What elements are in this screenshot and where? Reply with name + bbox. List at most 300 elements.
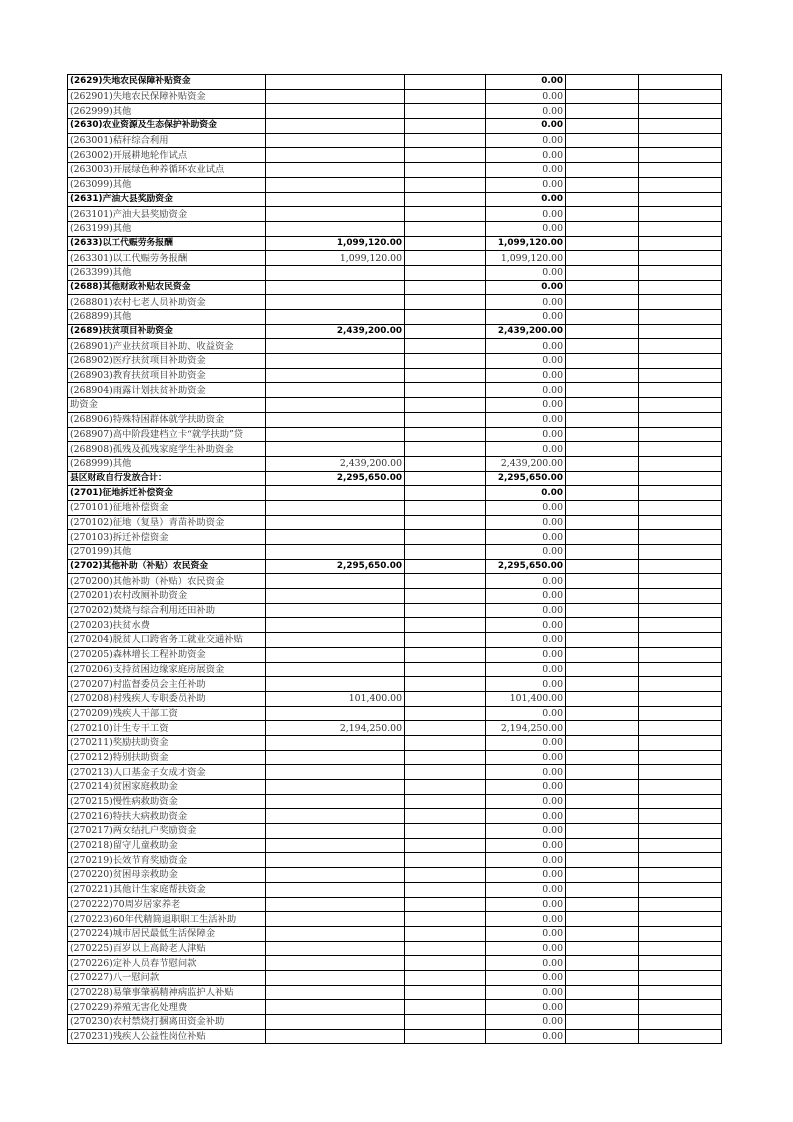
empty-cell xyxy=(566,339,639,354)
table-row xyxy=(68,765,722,780)
empty-cell xyxy=(639,398,722,413)
empty-cell xyxy=(405,824,486,839)
category-row xyxy=(68,559,722,574)
total-cell: 0.00 xyxy=(486,368,566,383)
item-name-cell: (268902)医疗扶贫项目补助资金 xyxy=(68,354,266,369)
empty-cell xyxy=(639,574,722,589)
total-cell: 0.00 xyxy=(486,677,566,692)
empty-cell xyxy=(566,133,639,148)
amount-cell xyxy=(266,104,405,119)
empty-cell xyxy=(566,647,639,662)
empty-cell xyxy=(639,486,722,501)
empty-cell xyxy=(405,1000,486,1015)
item-name-cell: (270209)残疾人干部工资 xyxy=(68,706,266,721)
item-name-cell: (268903)教育扶贫项目补助资金 xyxy=(68,368,266,383)
table-row xyxy=(68,824,722,839)
amount-cell xyxy=(266,412,405,427)
empty-cell xyxy=(639,589,722,604)
item-name-cell: (268908)孤残及孤残家庭学生补助资金 xyxy=(68,442,266,457)
empty-cell xyxy=(566,912,639,927)
table-row xyxy=(68,530,722,545)
amount-cell: 1,099,120.00 xyxy=(266,236,405,251)
empty-cell xyxy=(639,897,722,912)
empty-cell xyxy=(639,838,722,853)
total-cell: 1,099,120.00 xyxy=(486,251,566,266)
empty-cell xyxy=(639,912,722,927)
total-cell: 0.00 xyxy=(486,163,566,178)
empty-cell xyxy=(566,486,639,501)
total-cell: 0.00 xyxy=(486,148,566,163)
empty-cell xyxy=(405,383,486,398)
table-row xyxy=(68,1029,722,1044)
amount-cell xyxy=(266,985,405,1000)
amount-cell: 1,099,120.00 xyxy=(266,251,405,266)
empty-cell xyxy=(639,133,722,148)
empty-cell xyxy=(566,926,639,941)
empty-cell xyxy=(566,1029,639,1044)
total-cell: 0.00 xyxy=(486,412,566,427)
empty-cell xyxy=(405,985,486,1000)
total-cell: 0.00 xyxy=(486,104,566,119)
amount-cell xyxy=(266,265,405,280)
total-cell: 0.00 xyxy=(486,897,566,912)
amount-cell xyxy=(266,398,405,413)
empty-cell xyxy=(566,868,639,883)
empty-cell xyxy=(566,280,639,295)
empty-cell xyxy=(639,956,722,971)
empty-cell xyxy=(405,265,486,280)
empty-cell xyxy=(639,324,722,339)
item-name-cell: (270211)奖励扶助资金 xyxy=(68,735,266,750)
empty-cell xyxy=(566,368,639,383)
item-name-cell: (263003)开展绿色种养循环农业试点 xyxy=(68,163,266,178)
amount-cell xyxy=(266,970,405,985)
empty-cell xyxy=(639,691,722,706)
amount-cell xyxy=(266,868,405,883)
item-name-cell: (268899)其他 xyxy=(68,310,266,325)
amount-cell xyxy=(266,633,405,648)
amount-cell xyxy=(266,486,405,501)
table-row xyxy=(68,148,722,163)
table-row xyxy=(68,442,722,457)
table-row xyxy=(68,163,722,178)
table-row xyxy=(68,956,722,971)
total-cell: 0.00 xyxy=(486,603,566,618)
empty-cell xyxy=(405,970,486,985)
empty-cell xyxy=(639,603,722,618)
empty-cell xyxy=(566,265,639,280)
amount-cell xyxy=(266,912,405,927)
empty-cell xyxy=(566,354,639,369)
table-row xyxy=(68,706,722,721)
total-cell: 0.00 xyxy=(486,500,566,515)
total-cell: 0.00 xyxy=(486,985,566,1000)
empty-cell xyxy=(405,486,486,501)
empty-cell xyxy=(639,765,722,780)
empty-cell xyxy=(566,941,639,956)
empty-cell xyxy=(405,559,486,574)
table-row xyxy=(68,545,722,560)
total-cell: 2,295,650.00 xyxy=(486,471,566,486)
table-row xyxy=(68,295,722,310)
total-cell: 2,439,200.00 xyxy=(486,456,566,471)
item-name-cell: (2631)产油大县奖励资金 xyxy=(68,192,266,207)
category-row xyxy=(68,471,722,486)
empty-cell xyxy=(405,354,486,369)
table-row xyxy=(68,412,722,427)
total-cell: 0.00 xyxy=(486,192,566,207)
empty-cell xyxy=(639,471,722,486)
item-name-cell: (2701)征地拆迁补偿资金 xyxy=(68,486,266,501)
total-cell: 0.00 xyxy=(486,486,566,501)
empty-cell xyxy=(639,456,722,471)
amount-cell xyxy=(266,647,405,662)
item-name-cell: (270229)养殖无害化处理费 xyxy=(68,1000,266,1015)
category-row xyxy=(68,324,722,339)
empty-cell xyxy=(639,1000,722,1015)
empty-cell xyxy=(639,882,722,897)
item-name-cell: (270228)易肇事肇祸精神病监护人补贴 xyxy=(68,985,266,1000)
empty-cell xyxy=(405,882,486,897)
empty-cell xyxy=(405,192,486,207)
table-row xyxy=(68,589,722,604)
empty-cell xyxy=(405,221,486,236)
table-row xyxy=(68,618,722,633)
empty-cell xyxy=(566,456,639,471)
item-name-cell: (270230)农村禁烧打捆离田资金补助 xyxy=(68,1015,266,1030)
empty-cell xyxy=(405,735,486,750)
item-name-cell: (2688)其他财政补贴农民资金 xyxy=(68,280,266,295)
category-row xyxy=(68,486,722,501)
empty-cell xyxy=(566,530,639,545)
table-row xyxy=(68,838,722,853)
empty-cell xyxy=(639,647,722,662)
empty-cell xyxy=(405,500,486,515)
table-row xyxy=(68,633,722,648)
table-row xyxy=(68,897,722,912)
total-cell: 0.00 xyxy=(486,780,566,795)
empty-cell xyxy=(566,177,639,192)
empty-cell xyxy=(639,530,722,545)
empty-cell xyxy=(405,750,486,765)
amount-cell xyxy=(266,765,405,780)
empty-cell xyxy=(566,427,639,442)
total-cell: 0.00 xyxy=(486,339,566,354)
table-row xyxy=(68,251,722,266)
empty-cell xyxy=(405,339,486,354)
amount-cell xyxy=(266,589,405,604)
empty-cell xyxy=(639,177,722,192)
empty-cell xyxy=(405,633,486,648)
total-cell: 0.00 xyxy=(486,89,566,104)
amount-cell: 2,439,200.00 xyxy=(266,456,405,471)
empty-cell xyxy=(405,691,486,706)
empty-cell xyxy=(639,853,722,868)
amount-cell xyxy=(266,75,405,90)
empty-cell xyxy=(639,794,722,809)
empty-cell xyxy=(639,824,722,839)
item-name-cell: (270215)慢性病救助资金 xyxy=(68,794,266,809)
empty-cell xyxy=(566,515,639,530)
empty-cell xyxy=(639,1029,722,1044)
empty-cell xyxy=(566,324,639,339)
empty-cell xyxy=(405,853,486,868)
amount-cell xyxy=(266,427,405,442)
item-name-cell: (270213)人口基金子女成才资金 xyxy=(68,765,266,780)
empty-cell xyxy=(405,75,486,90)
total-cell: 0.00 xyxy=(486,280,566,295)
empty-cell xyxy=(639,148,722,163)
empty-cell xyxy=(639,926,722,941)
empty-cell xyxy=(566,148,639,163)
table-row xyxy=(68,456,722,471)
total-cell: 0.00 xyxy=(486,545,566,560)
amount-cell xyxy=(266,163,405,178)
total-cell: 0.00 xyxy=(486,647,566,662)
empty-cell xyxy=(566,545,639,560)
item-name-cell: (270101)征地补偿资金 xyxy=(68,500,266,515)
item-name-cell: (2689)扶贫项目补助资金 xyxy=(68,324,266,339)
table-row xyxy=(68,721,722,736)
funds-table-body xyxy=(68,75,722,1044)
item-name-cell: 县区财政自行发放合计： xyxy=(68,471,266,486)
item-name-cell: (270221)其他计生家庭帮扶资金 xyxy=(68,882,266,897)
total-cell: 0.00 xyxy=(486,794,566,809)
total-cell: 2,439,200.00 xyxy=(486,324,566,339)
empty-cell xyxy=(566,589,639,604)
item-name-cell: (270201)农村改厕补助资金 xyxy=(68,589,266,604)
table-row xyxy=(68,794,722,809)
empty-cell xyxy=(566,780,639,795)
empty-cell xyxy=(405,662,486,677)
amount-cell xyxy=(266,177,405,192)
total-cell: 0.00 xyxy=(486,750,566,765)
amount-cell xyxy=(266,530,405,545)
empty-cell xyxy=(566,471,639,486)
total-cell: 0.00 xyxy=(486,1029,566,1044)
empty-cell xyxy=(566,104,639,119)
empty-cell xyxy=(639,163,722,178)
empty-cell xyxy=(405,442,486,457)
total-cell: 0.00 xyxy=(486,75,566,90)
empty-cell xyxy=(405,868,486,883)
empty-cell xyxy=(566,809,639,824)
total-cell: 0.00 xyxy=(486,177,566,192)
total-cell: 0.00 xyxy=(486,912,566,927)
total-cell: 0.00 xyxy=(486,442,566,457)
empty-cell xyxy=(405,412,486,427)
table-row xyxy=(68,809,722,824)
table-row xyxy=(68,515,722,530)
empty-cell xyxy=(405,148,486,163)
total-cell: 0.00 xyxy=(486,970,566,985)
amount-cell xyxy=(266,941,405,956)
item-name-cell: (268999)其他 xyxy=(68,456,266,471)
empty-cell xyxy=(405,765,486,780)
table-row xyxy=(68,500,722,515)
empty-cell xyxy=(566,221,639,236)
item-name-cell: (270204)脱贫人口跨省务工就业交通补贴 xyxy=(68,633,266,648)
item-name-cell: (270225)百岁以上高龄老人津贴 xyxy=(68,941,266,956)
amount-cell xyxy=(266,500,405,515)
amount-cell xyxy=(266,838,405,853)
total-cell: 0.00 xyxy=(486,735,566,750)
total-cell: 0.00 xyxy=(486,310,566,325)
table-row xyxy=(68,780,722,795)
table-row xyxy=(68,662,722,677)
empty-cell xyxy=(566,295,639,310)
empty-cell xyxy=(566,956,639,971)
empty-cell xyxy=(639,427,722,442)
item-name-cell: (268904)雨露计划扶贫补助资金 xyxy=(68,383,266,398)
item-name-cell: (270231)残疾人公益性岗位补贴 xyxy=(68,1029,266,1044)
amount-cell: 101,400.00 xyxy=(266,691,405,706)
item-name-cell: (263001)秸秆综合利用 xyxy=(68,133,266,148)
item-name-cell: (262999)其他 xyxy=(68,104,266,119)
table-row xyxy=(68,912,722,927)
table-row xyxy=(68,1015,722,1030)
item-name-cell: (270102)征地（复垦）青苗补助资金 xyxy=(68,515,266,530)
item-name-cell: (270205)森林增长工程补助资金 xyxy=(68,647,266,662)
total-cell: 0.00 xyxy=(486,354,566,369)
amount-cell xyxy=(266,750,405,765)
amount-cell xyxy=(266,310,405,325)
category-row xyxy=(68,236,722,251)
item-name-cell: (263099)其他 xyxy=(68,177,266,192)
empty-cell xyxy=(566,119,639,134)
total-cell: 0.00 xyxy=(486,383,566,398)
empty-cell xyxy=(639,383,722,398)
empty-cell xyxy=(405,310,486,325)
table-row xyxy=(68,735,722,750)
empty-cell xyxy=(566,192,639,207)
empty-cell xyxy=(566,838,639,853)
empty-cell xyxy=(566,251,639,266)
item-name-cell: (270203)扶贫水费 xyxy=(68,618,266,633)
empty-cell xyxy=(566,163,639,178)
item-name-cell: (270202)焚烧与综合利用还田补助 xyxy=(68,603,266,618)
empty-cell xyxy=(405,897,486,912)
empty-cell xyxy=(639,1015,722,1030)
amount-cell: 2,295,650.00 xyxy=(266,559,405,574)
item-name-cell: (270208)村残疾人专职委员补助 xyxy=(68,691,266,706)
empty-cell xyxy=(405,280,486,295)
category-row xyxy=(68,192,722,207)
empty-cell xyxy=(566,721,639,736)
amount-cell xyxy=(266,735,405,750)
total-cell: 0.00 xyxy=(486,589,566,604)
empty-cell xyxy=(639,265,722,280)
empty-cell xyxy=(639,75,722,90)
total-cell: 0.00 xyxy=(486,221,566,236)
table-row xyxy=(68,941,722,956)
empty-cell xyxy=(639,354,722,369)
amount-cell xyxy=(266,574,405,589)
amount-cell xyxy=(266,221,405,236)
empty-cell xyxy=(639,192,722,207)
item-name-cell: (268907)高中阶段建档立卡“就学扶助”贷 xyxy=(68,427,266,442)
item-name-cell: (268801)农村七老人员补助资金 xyxy=(68,295,266,310)
empty-cell xyxy=(566,618,639,633)
total-cell: 0.00 xyxy=(486,1000,566,1015)
total-cell: 0.00 xyxy=(486,1015,566,1030)
total-cell: 0.00 xyxy=(486,956,566,971)
empty-cell xyxy=(405,515,486,530)
empty-cell xyxy=(639,339,722,354)
empty-cell xyxy=(405,1015,486,1030)
empty-cell xyxy=(405,368,486,383)
item-name-cell: (270217)两女结扎户奖励资金 xyxy=(68,824,266,839)
item-name-cell: (2702)其他补助（补贴）农民资金 xyxy=(68,559,266,574)
empty-cell xyxy=(639,985,722,1000)
item-name-cell: (270222)70周岁居家养老 xyxy=(68,897,266,912)
empty-cell xyxy=(639,633,722,648)
total-cell: 0.00 xyxy=(486,427,566,442)
empty-cell xyxy=(639,662,722,677)
empty-cell xyxy=(566,1015,639,1030)
empty-cell xyxy=(405,589,486,604)
total-cell: 2,194,250.00 xyxy=(486,721,566,736)
item-name-cell: (270223)60年代精简退职职工生活补助 xyxy=(68,912,266,927)
table-row xyxy=(68,882,722,897)
empty-cell xyxy=(405,838,486,853)
amount-cell xyxy=(266,706,405,721)
amount-cell xyxy=(266,809,405,824)
empty-cell xyxy=(639,515,722,530)
amount-cell xyxy=(266,853,405,868)
table-row xyxy=(68,104,722,119)
empty-cell xyxy=(566,89,639,104)
empty-cell xyxy=(566,765,639,780)
empty-cell xyxy=(405,794,486,809)
empty-cell xyxy=(405,677,486,692)
empty-cell xyxy=(639,970,722,985)
empty-cell xyxy=(566,383,639,398)
item-name-cell: (270210)计生专干工资 xyxy=(68,721,266,736)
empty-cell xyxy=(639,119,722,134)
total-cell: 0.00 xyxy=(486,941,566,956)
empty-cell xyxy=(566,310,639,325)
empty-cell xyxy=(405,398,486,413)
amount-cell xyxy=(266,1000,405,1015)
empty-cell xyxy=(566,500,639,515)
total-cell: 0.00 xyxy=(486,926,566,941)
empty-cell xyxy=(566,853,639,868)
table-row xyxy=(68,647,722,662)
table-row xyxy=(68,89,722,104)
empty-cell xyxy=(566,677,639,692)
empty-cell xyxy=(405,780,486,795)
item-name-cell: (263199)其他 xyxy=(68,221,266,236)
empty-cell xyxy=(639,310,722,325)
table-row xyxy=(68,868,722,883)
empty-cell xyxy=(566,970,639,985)
total-cell: 0.00 xyxy=(486,574,566,589)
empty-cell xyxy=(639,706,722,721)
amount-cell xyxy=(266,280,405,295)
empty-cell xyxy=(566,412,639,427)
total-cell: 0.00 xyxy=(486,133,566,148)
empty-cell xyxy=(405,809,486,824)
table-row xyxy=(68,853,722,868)
total-cell: 0.00 xyxy=(486,398,566,413)
empty-cell xyxy=(405,471,486,486)
empty-cell xyxy=(405,456,486,471)
empty-cell xyxy=(639,251,722,266)
amount-cell: 2,439,200.00 xyxy=(266,324,405,339)
item-name-cell: (262901)失地农民保障补贴资金 xyxy=(68,89,266,104)
empty-cell xyxy=(405,530,486,545)
